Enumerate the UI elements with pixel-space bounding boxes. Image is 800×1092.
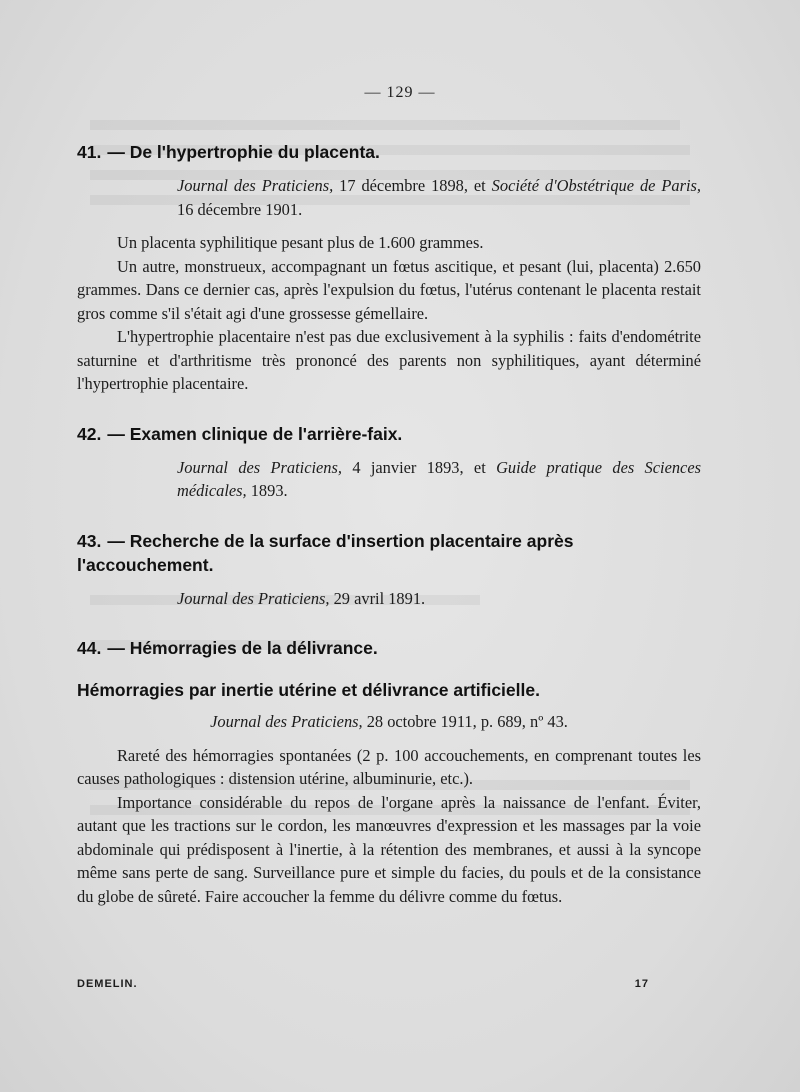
section-41-reference	[177, 174, 701, 221]
section-42-reference	[177, 456, 701, 503]
section-42-guide: Guide pratique des Sciences médicales,	[177, 457, 701, 500]
section-44-journal: Journal des Praticiens,	[210, 712, 363, 731]
section-41-paragraph-2: Un autre, monstrueux, accompagnant un fœtus ascitique, et pesant (lui, placenta) 2.650 grammes. Dans ce dernier cas, après l'expulsion du fœtus, l'utérus contenant le placenta restait gros comme s'il s'était agi d'une grossesse gémellaire.	[77, 256, 701, 323]
section-41-ref-date: 17 décembre 1898, et	[333, 176, 492, 195]
section-41-number: 41.	[77, 142, 102, 162]
section-41-title: — De l'hypertrophie du placenta.	[107, 142, 380, 162]
page-number: — 129 —	[364, 84, 436, 101]
section-44-number: 44.	[77, 638, 102, 658]
section-44-title: — Hémorragies de la délivrance.	[107, 638, 378, 658]
section-43-heading	[77, 529, 701, 577]
section-44-paragraph-2: Importance considérable du repos de l'organe après la naissance de l'enfant. Éviter, autant que les tractions sur le cordon, les manœuvres d'expression et les massages par la voie abdominale qui prédisposent à l'inertie, à la rétention des membranes, et aussi à la syncope même sans perte de sang. Surveillance pure et simple du facies, du pouls et de la consistance du globe de sûreté. Faire accoucher la femme du délivre comme du fœtus.	[77, 792, 701, 906]
section-41-paragraph-3: L'hypertrophie placentaire n'est pas due exclusivement à la syphilis : faits d'endométrite saturnine et d'arthritisme très prononcé des parents non syphilitiques, ayant déterminé l'hypertrophie placentaire.	[77, 327, 701, 393]
section-44-ref-date: 28 octobre 1911, p. 689, nº 43.	[362, 712, 568, 731]
section-41-paragraph-1: Un placenta syphilitique pesant plus de 1.600 grammes.	[117, 233, 484, 252]
section-43-title: — Recherche de la surface d'insertion placentaire après l'accouchement.	[77, 530, 574, 575]
section-41-journal: Journal des Praticiens,	[177, 176, 334, 195]
section-42-number: 42.	[77, 423, 102, 444]
section-42-ref-year: 1893.	[246, 481, 288, 500]
section-43-journal: Journal des Praticiens,	[177, 588, 330, 608]
section-44-paragraph-1: Rareté des hémorragies spontanées (2 p. 100 accouchements, en comprenant toutes les causes pathologiques : distension utérine, albuminurie, etc.).	[77, 745, 701, 788]
section-41-heading	[77, 140, 701, 164]
section-41-ref-date2: 16 décembre 1901.	[177, 199, 303, 219]
section-41-society: Société d'Obstétrique de Paris,	[491, 176, 701, 195]
section-43-number: 43.	[77, 530, 102, 551]
section-44-reference	[77, 710, 701, 734]
section-43-ref-date: 29 avril 1891.	[329, 588, 426, 608]
section-42-heading	[77, 422, 701, 446]
page-content	[77, 140, 701, 908]
section-43-reference	[177, 587, 701, 611]
printer-signature: DEMELIN.	[77, 978, 138, 990]
section-42-title: — Examen clinique de l'arrière-faix.	[107, 423, 403, 444]
section-44-heading	[77, 636, 701, 660]
section-44-subtitle: Hémorragies par inertie utérine et délivrance artificielle.	[77, 680, 540, 700]
section-42-ref-date: 4 janvier 1893, et	[341, 457, 497, 477]
sheet-number: 17	[634, 978, 649, 990]
section-42-journal: Journal des Praticiens,	[177, 457, 342, 477]
